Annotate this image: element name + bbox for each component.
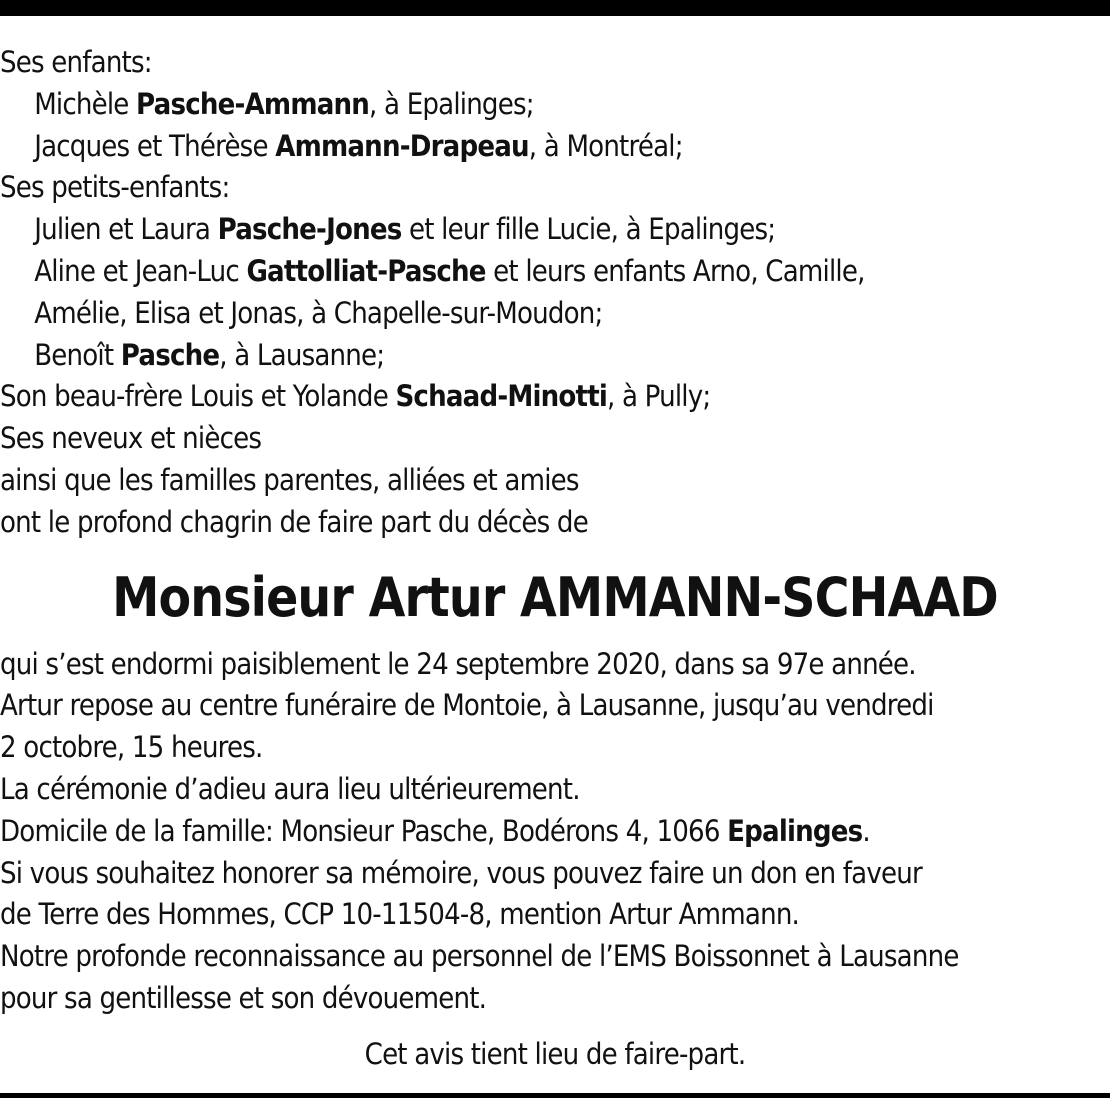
grandchild-3-location: , à Lausanne; <box>219 337 385 372</box>
grandchild-line-3 <box>0 335 999 377</box>
grandchild-1-family-name: Pasche-Jones <box>217 212 402 247</box>
announcement-line: ont le profond chagrin de faire part du décès de <box>0 504 588 539</box>
deceased-name: Monsieur Artur AMMANN-SCHAAD <box>112 565 998 629</box>
grandchild-line-1 <box>0 209 999 251</box>
brother-in-law-location: , à Pully; <box>607 379 711 414</box>
child-1-location: , à Epalinges; <box>369 86 534 121</box>
grandchild-3-family-name: Pasche <box>120 337 220 372</box>
brother-in-law-names: Son beau-frère Louis et Yolande <box>0 379 396 414</box>
detail-line-3: 2 octobre, 15 heures. <box>0 730 263 765</box>
child-line-1 <box>0 84 999 126</box>
grandchild-3-first-name: Benoît <box>34 337 121 372</box>
grandchild-2-details: et leurs enfants Arno, Camille, <box>485 253 865 288</box>
detail-line-1: qui s’est endormi paisiblement le 24 septembre 2020, dans sa 97e année. <box>0 646 916 681</box>
detail-line-9: pour sa gentillesse et son dévouement. <box>0 980 487 1015</box>
domicile-line <box>0 811 999 853</box>
child-line-2 <box>0 126 999 168</box>
obituary-body <box>0 42 1110 1020</box>
detail-line-7: de Terre des Hommes, CCP 10-11504-8, mention Artur Ammann. <box>0 897 800 932</box>
domicile-period: . <box>862 813 870 848</box>
grandchild-1-first-names: Julien et Laura <box>34 212 218 247</box>
closing-line: Cet avis tient lieu de faire-part. <box>364 1037 746 1071</box>
grandchildren-heading: Ses petits-enfants: <box>0 170 230 205</box>
detail-line-2: Artur repose au centre funéraire de Montoie, à Lausanne, jusqu’au vendredi <box>0 688 934 723</box>
families-line: ainsi que les familles parentes, alliées et amies <box>0 462 579 497</box>
child-1-first-name: Michèle <box>34 86 137 121</box>
detail-line-4: La cérémonie d’adieu aura lieu ultérieurement. <box>0 771 580 806</box>
grandchild-1-details: et leur fille Lucie, à Epalinges; <box>401 212 776 247</box>
domicile-place: Epalinges <box>727 813 863 848</box>
child-2-location: , à Montréal; <box>528 128 683 163</box>
child-1-family-name: Pasche-Ammann <box>136 86 370 121</box>
child-2-first-names: Jacques et Thérèse <box>34 128 276 163</box>
grandchild-2-first-names: Aline et Jean-Luc <box>34 253 247 288</box>
brother-in-law-line <box>0 376 999 418</box>
brother-in-law-family-name: Schaad-Minotti <box>395 379 608 414</box>
child-2-family-name: Ammann-Drapeau <box>275 128 529 163</box>
detail-line-6: Si vous souhaitez honorer sa mémoire, vous pouvez faire un don en faveur <box>0 855 922 890</box>
grandchild-line-2-continued: Amélie, Elisa et Jonas, à Chapelle-sur-Moudon; <box>34 295 603 330</box>
domicile-address: Domicile de la famille: Monsieur Pasche, Bodérons 4, 1066 <box>0 813 728 848</box>
children-heading: Ses enfants: <box>0 45 152 79</box>
bottom-border-rule <box>0 1093 1110 1098</box>
grandchild-line-2 <box>0 251 999 293</box>
detail-line-8: Notre profonde reconnaissance au personnel de l’EMS Boissonnet à Lausanne <box>0 939 959 974</box>
nephews-line: Ses neveux et nièces <box>0 421 262 456</box>
top-border-rule <box>0 0 1110 16</box>
grandchild-2-family-name: Gattolliat-Pasche <box>246 253 486 288</box>
